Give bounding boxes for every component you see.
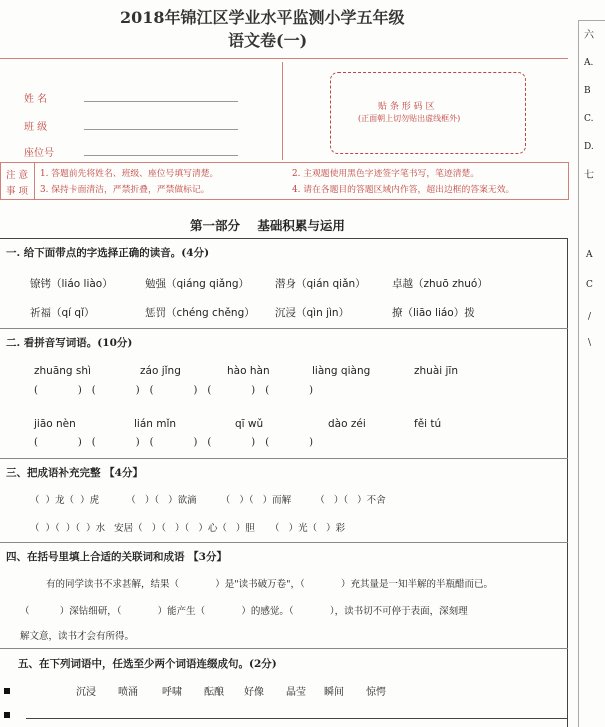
side-text: \: [588, 338, 592, 348]
q5-word: 惊愕: [366, 687, 386, 698]
seat-label: 座位号: [24, 148, 54, 159]
q1-rule: [0, 328, 568, 329]
side-column-border: [578, 20, 579, 727]
class-field[interactable]: [84, 129, 238, 130]
q5-title: 五、在下列词语中，任选至少两个词语连缀成句。(2分): [18, 658, 277, 670]
q5-word: 酝酿: [204, 687, 224, 698]
q5-word: 晶莹: [286, 687, 306, 698]
q5-word: 好像: [244, 687, 264, 698]
q2-pinyin: fěi tú: [414, 418, 442, 430]
q2-answer-row-1[interactable]: ( ) ( ) ( ) ( ) ( ): [34, 385, 314, 396]
q3-row-1[interactable]: （ ）龙（ ）虎 （ ）（ ）欲滴 （ ）（ ）而解 （ ）（ ）不舍: [30, 495, 386, 506]
q2-pinyin: liàng qiàng: [312, 365, 371, 377]
q2-rule: [0, 458, 568, 459]
note-item-4: 4. 请在各题目的答题区域内作答，超出边框的答案无效。: [292, 185, 515, 195]
q1-item: 惩罚（chéng chěng）: [145, 307, 255, 319]
side-text: A.: [584, 58, 594, 68]
notes-divider: [34, 162, 35, 199]
side-text: C.: [584, 114, 594, 124]
q2-pinyin: jiāo nèn: [34, 418, 76, 430]
side-text: C: [586, 280, 593, 290]
q2-pinyin: dào zéi: [328, 418, 366, 430]
side-text: 七: [584, 170, 594, 181]
q1-item: 卓越（zhuō zhuó）: [392, 278, 488, 290]
registration-mark: [4, 712, 10, 718]
q2-pinyin: záo jǐng: [140, 365, 181, 377]
q1-title: 一. 给下面带点的字选择正确的读音。(4分): [6, 247, 210, 259]
header-rule: [0, 58, 568, 59]
exam-subtitle: 语文卷(一): [228, 31, 308, 50]
q4-title: 四、在括号里填上合适的关联词和成语 【3分】: [6, 551, 227, 563]
side-text: 六: [584, 30, 594, 41]
q2-pinyin: lián mǐn: [134, 418, 177, 430]
q3-title: 三、把成语补充完整 【4分】: [6, 467, 143, 479]
part-title: 第一部分 基础积累与运用: [190, 218, 345, 233]
exam-title: 2018年锦江区学业水平监测小学五年级: [120, 8, 405, 27]
barcode-title: 贴 条 形 码 区: [378, 102, 435, 112]
q2-pinyin: hào hàn: [227, 365, 270, 377]
q2-pinyin: zhuài jīn: [414, 365, 458, 377]
name-field[interactable]: [84, 101, 238, 102]
answer-frame-bottom: [26, 718, 568, 719]
side-column-top: [578, 20, 605, 21]
q1-item: 勉强（qiáng qiǎng）: [145, 278, 250, 290]
info-divider: [282, 62, 283, 160]
q2-answer-row-2[interactable]: ( ) ( ) ( ) ( ) ( ): [34, 437, 314, 448]
side-text: A: [586, 250, 593, 260]
q1-item: 镣铐（liáo liào）: [30, 278, 113, 290]
q4-line-1[interactable]: 有的同学读书不求甚解，结果（ ）是"读书破万卷"，（ ）充其量是一知半解的半瓶醋而已。: [46, 579, 493, 590]
side-text: D.: [584, 142, 594, 152]
note-item-1: 1. 答题前先将姓名、班级、座位号填写清楚。: [40, 169, 219, 179]
note-item-2: 2. 主观题使用黑色字迹签字笔书写，笔迹清楚。: [292, 169, 480, 179]
q4-line-3: 解文意，读书才会有所得。: [20, 631, 135, 642]
q3-row-2[interactable]: （ ）（ ）（ ）水 安居（ ）（ ）（ ）心（ ）胆 （ ）光（ ）彩: [30, 523, 346, 534]
answer-frame-right: [567, 238, 568, 727]
q2-title: 二. 看拼音写词语。(10分): [6, 337, 133, 349]
note-item-3: 3. 保持卡面清洁，严禁折叠，严禁做标记。: [40, 185, 210, 195]
q5-word: 沉浸: [76, 687, 96, 698]
side-text: B: [584, 86, 591, 96]
q1-item: 潜身（qián qiǎn）: [275, 278, 366, 290]
seat-field[interactable]: [84, 155, 238, 156]
notes-label-top: 注 意: [6, 170, 29, 181]
q4-line-2[interactable]: （ ）深钻细研，（ ）能产生（ ）的感觉。（ ），读书切不可停于表面，深刻理: [20, 606, 468, 617]
q1-item: 沉浸（qìn jìn）: [275, 307, 350, 319]
class-label: 班 级: [24, 122, 48, 133]
q5-word: 呼啸: [162, 687, 182, 698]
side-text: /: [588, 312, 592, 322]
q2-pinyin: zhuāng shì: [34, 365, 91, 377]
answer-frame-top: [0, 238, 568, 239]
notes-label-bottom: 事 项: [6, 186, 29, 197]
q5-word: 瞬间: [324, 687, 344, 698]
q1-item: 祈福（qí qǐ）: [30, 307, 95, 319]
q4-rule: [0, 648, 568, 649]
q2-pinyin: qī wǔ: [235, 418, 264, 430]
q3-rule: [0, 542, 568, 543]
name-label: 姓 名: [24, 94, 48, 105]
registration-mark: [4, 688, 10, 694]
q1-item: 撩（liāo liáo）拨: [392, 307, 475, 319]
q5-word: 喷涌: [118, 687, 138, 698]
barcode-note: (正面朝上切勿贴出虚线框外): [358, 114, 461, 123]
